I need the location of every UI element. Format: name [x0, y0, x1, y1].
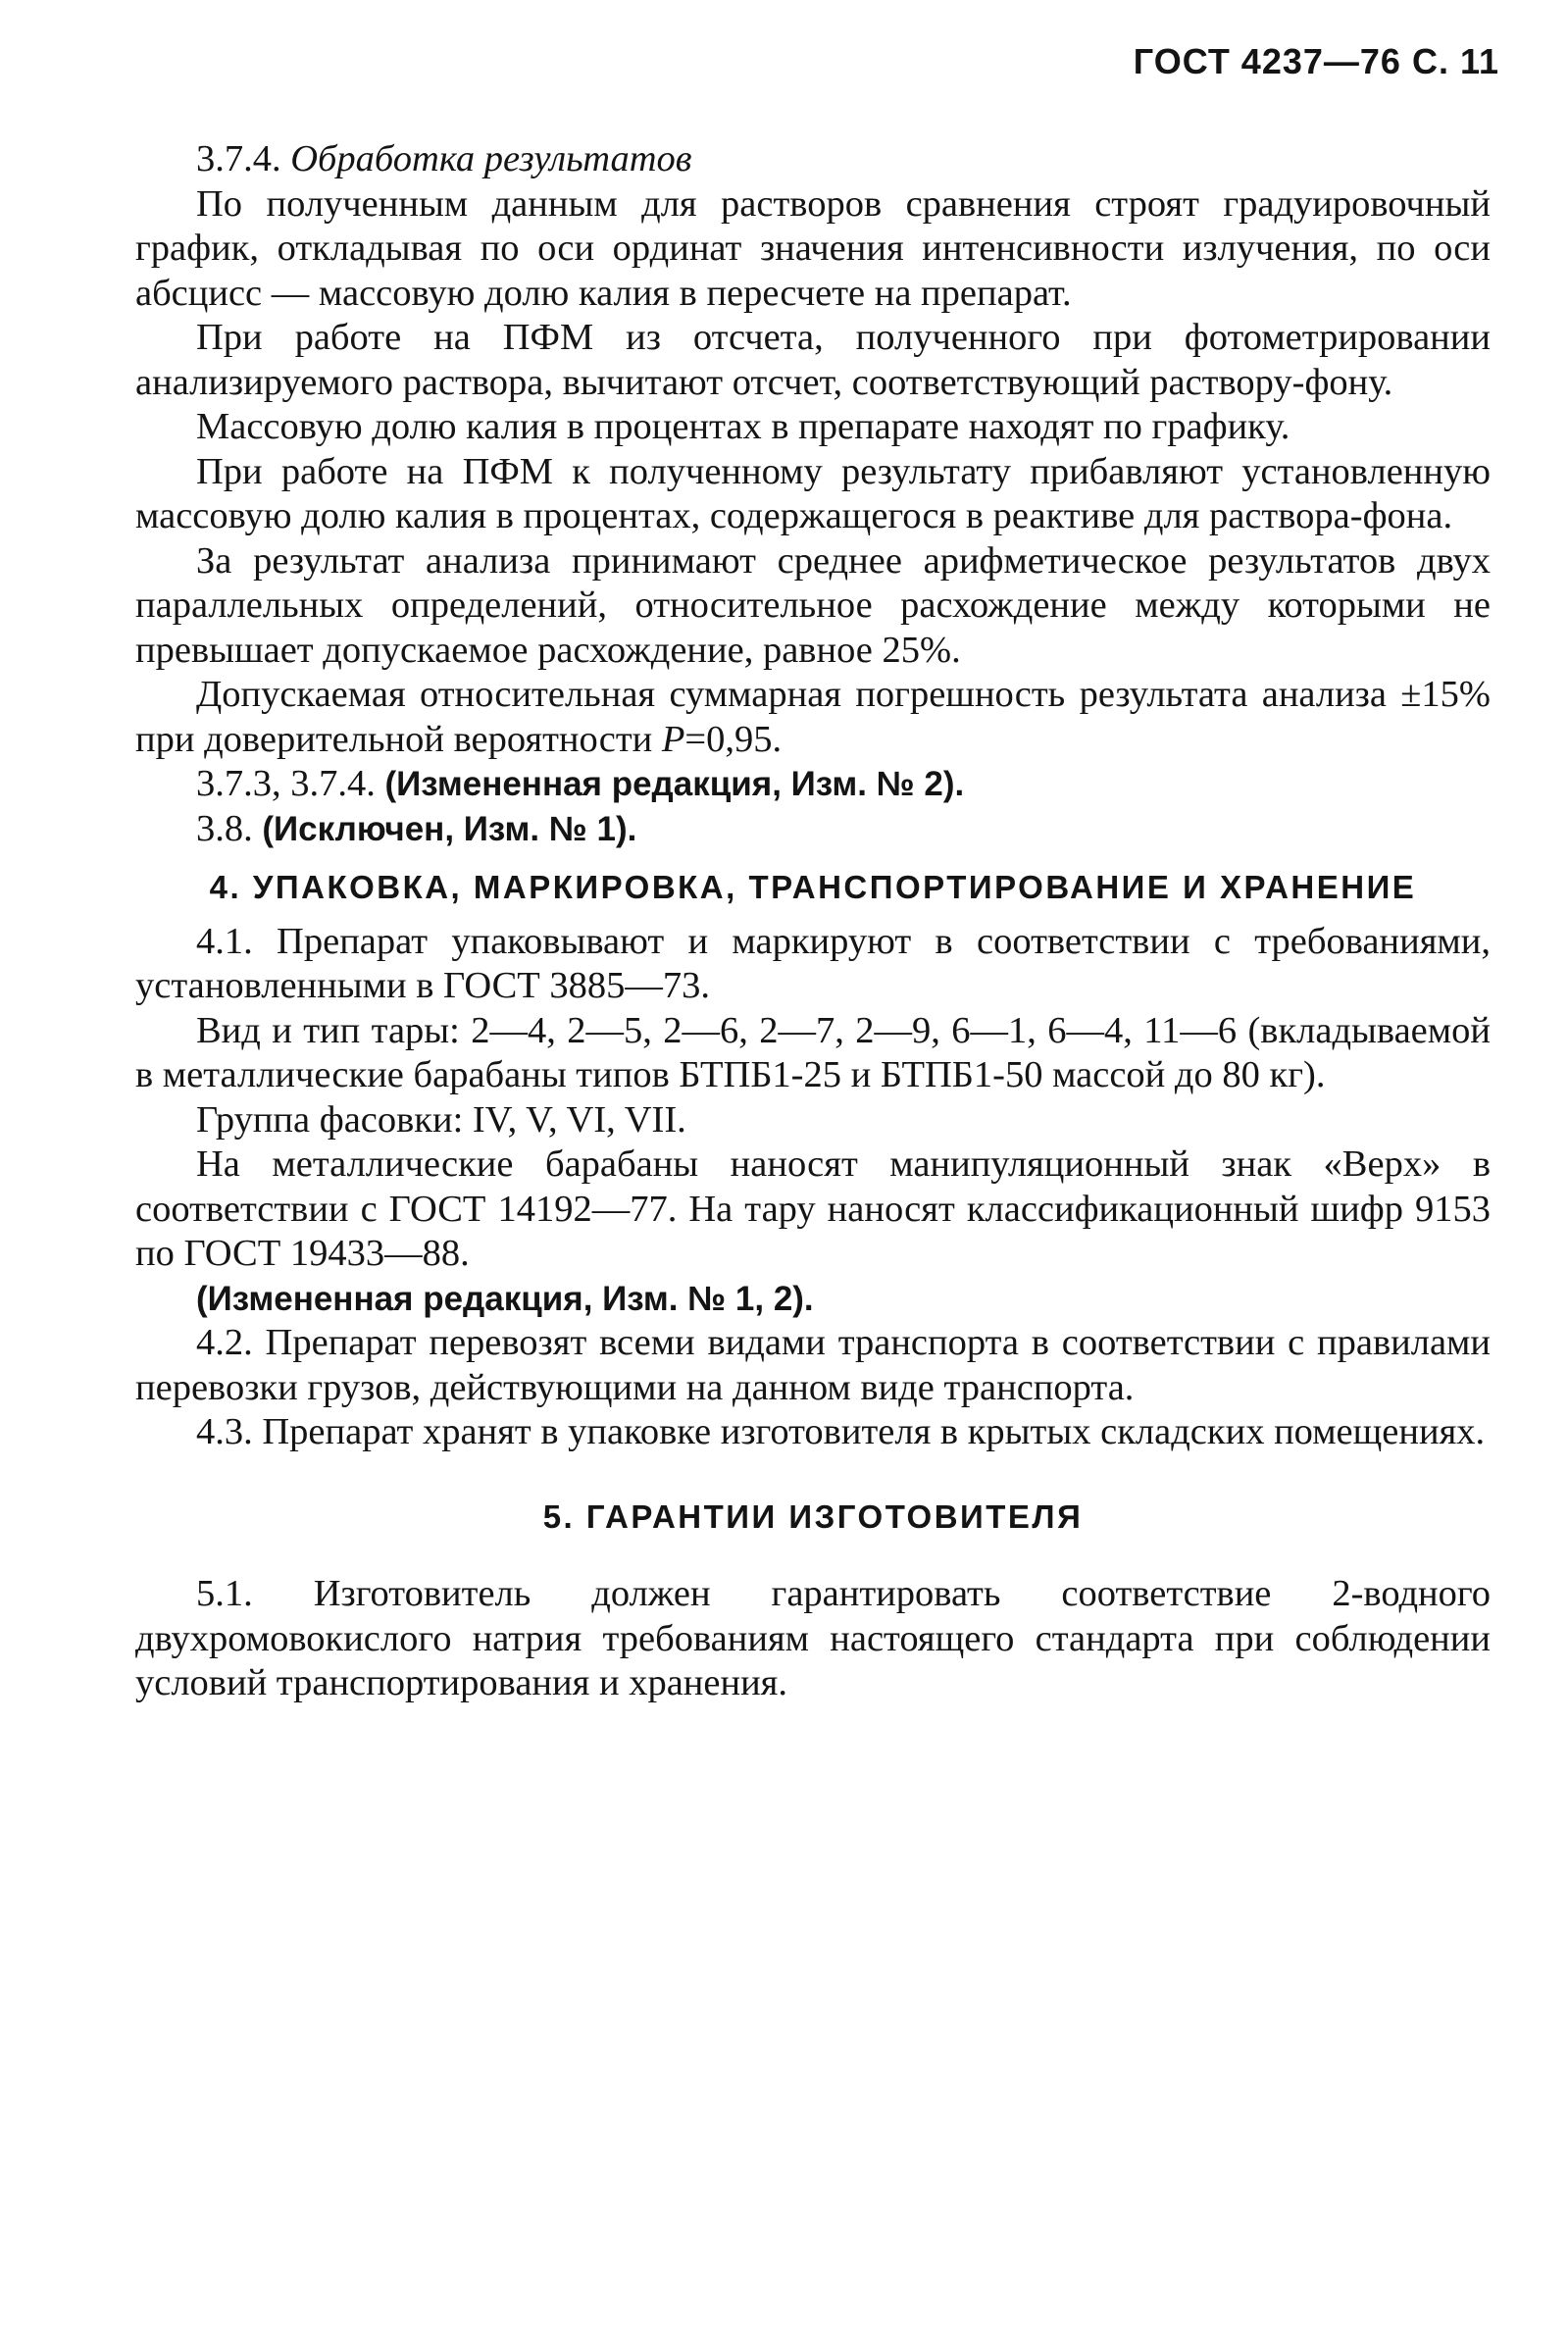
subsection-3-8-text: (Исключен, Изм. № 1).: [262, 809, 637, 848]
paragraph-calibration: По полученным данным для растворов сравнения строят градуировочный график, откладывая по оси ординат значения интенсивности излучения, по оси абсцисс — массовую долю калия в пересчете на препарат.: [135, 182, 1491, 314]
amendment-ref: 3.7.3, 3.7.4.: [196, 763, 385, 804]
subsection-3-8: [135, 807, 1491, 852]
subsection-3-7-4-heading: [135, 137, 1491, 182]
paragraph-pfm-add: При работе на ПФМ к полученному результату прибавляют установленную массовую долю калия в процентах, содержащегося в реактиве для раствора-фона.: [135, 450, 1491, 536]
amendment-note-1: [135, 762, 1491, 807]
paragraph-5-1: 5.1. Изготовитель должен гарантировать соответствие 2-водного двухромовокислого натрия требованиям настоящего стандарта при соблюдении условий транспортирования и хранения.: [135, 1573, 1491, 1703]
paragraph-marking: На металлические барабаны наносят манипуляционный знак «Верх» в соответствии с ГОСТ 14192—77. На тару наносят классификационный шифр 9153 по ГОСТ 19433—88.: [135, 1143, 1491, 1274]
paragraph-4-3: 4.3. Препарат хранят в упаковке изготовителя в крытых складских помещениях.: [196, 1411, 1486, 1452]
section-4-title: 4. УПАКОВКА, МАРКИРОВКА, ТРАНСПОРТИРОВАНИЕ И ХРАНЕНИЕ: [209, 869, 1417, 905]
paragraph-packing-group: Группа фасовки: IV, V, VI, VII.: [196, 1098, 686, 1141]
probability-symbol: P: [661, 718, 685, 760]
subsection-title: Обработка результатов: [290, 138, 692, 179]
paragraph-mass-fraction: Массовую долю калия в процентах в препарате находят по графику.: [196, 406, 1290, 447]
paragraph-4-2: 4.2. Препарат перевозят всеми видами транспорта в соответствии с правилами перевозки грузов, действующими на данном виде транспорта.: [135, 1322, 1491, 1408]
subsection-3-8-number: 3.8.: [196, 807, 263, 849]
paragraph-container-types: Вид и тип тары: 2—4, 2—5, 2—6, 2—7, 2—9, 6—1, 6—4, 11—6 (вкладываемой в металлические барабаны типов БТПБ1-25 и БТПБ1-50 массой до 80 кг).: [135, 1009, 1491, 1095]
error-text: Допускаемая относительная суммарная погрешность результата анализа ±15% при доверительной вероятности: [135, 674, 1491, 760]
running-head: ГОСТ 4237—76 С. 11: [1133, 41, 1499, 81]
paragraph-error: [135, 673, 1491, 762]
section-5-title: 5. ГАРАНТИИ ИЗГОТОВИТЕЛЯ: [542, 1497, 1084, 1535]
amendment-note-2: [135, 1277, 1491, 1322]
amendment-text: (Измененная редакция, Изм. № 2).: [384, 765, 965, 803]
paragraph-result: За результат анализа принимают среднее арифметическое результатов двух параллельных определений, относительное расхождение между которыми не превышает допускаемое расхождение, равное 25%.: [135, 539, 1491, 671]
paragraph-pfm-reading: При работе на ПФМ из отсчета, полученного при фотометрировании анализируемого раствора, вычитают отсчет, соответствующий раствору-фону.: [135, 317, 1491, 403]
amendment-text: (Измененная редакция, Изм. № 1, 2).: [196, 1279, 814, 1318]
paragraph-4-1: 4.1. Препарат упаковывают и маркируют в соответствии с требованиями, установленными в ГОСТ 3885—73.: [135, 920, 1491, 1006]
body-text: [135, 137, 1491, 1706]
probability-value: =0,95.: [684, 718, 783, 760]
subsection-number: 3.7.4.: [196, 138, 281, 179]
